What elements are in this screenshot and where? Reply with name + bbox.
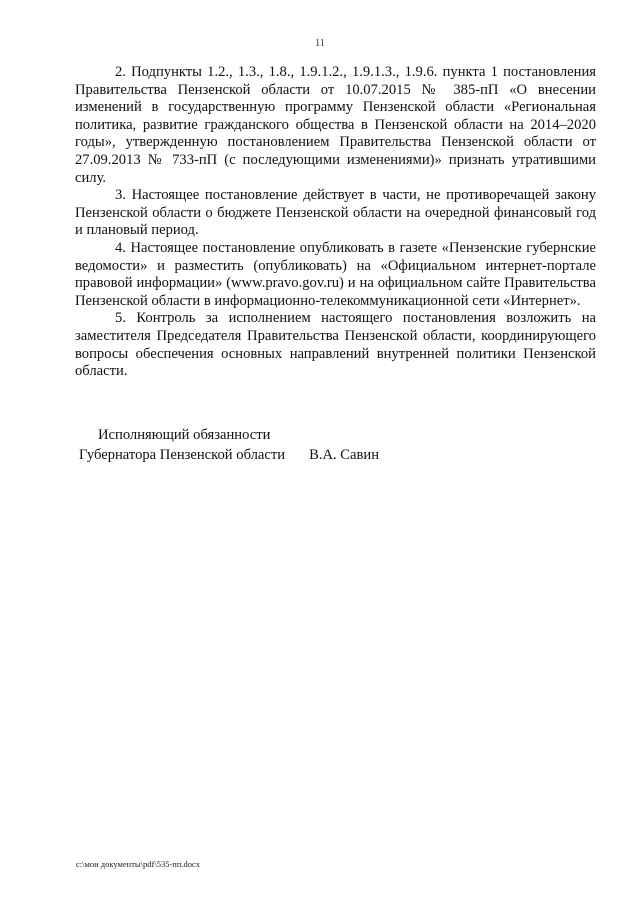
footer-file-path: c:\мои документы\pdf\535-пп.docx: [76, 859, 201, 869]
paragraph-3: 3. Настоящее постановление действует в части, не противоречащей закону Пензенской области о бюджете Пензенской области на очередной финансовый год и плановый период.: [75, 187, 596, 239]
paragraph-5: 5. Контроль за исполнением настоящего постановления возложить на заместителя Председателя Правительства Пензенской области, координирующего вопросы обеспечения основных направлений внутренней политики Пензенской области.: [75, 310, 596, 380]
signatory-title-line2-row: [79, 445, 499, 465]
signatory-title-line2: Губернатора Пензенской области: [79, 447, 286, 463]
signatory-title-line1: Исполняющий обязанности: [98, 427, 271, 443]
page-number: 11: [315, 38, 325, 49]
document-body: [75, 64, 596, 381]
paragraph-4: 4. Настоящее постановление опубликовать в газете «Пензенские губернские ведомости» и разместить (опубликовать) на «Официальном интернет-портале правовой информации» (www.pravo.gov.ru) и на официальном сайте Правительства Пензенской области в информационно-телекоммуникационной сети «Интернет».: [75, 239, 596, 309]
paragraph-2: 2. Подпункты 1.2., 1.3., 1.8., 1.9.1.2., 1.9.1.3., 1.9.6. пункта 1 постановления Правительства Пензенской области от 10.07.2015 № 385-пП «О внесении изменений в государственную программу Пензенской области «Региональная политика, развитие гражданского общества в Пензенской области на 2014–2020 годы», утвержденную постановлением Правительства Пензенской области от 27.09.2013 № 733-пП (с последующими изменениями)» признать утратившими силу.: [75, 64, 596, 186]
signatory-name: В.А. Савин: [309, 447, 380, 463]
signature-block: [79, 425, 499, 465]
